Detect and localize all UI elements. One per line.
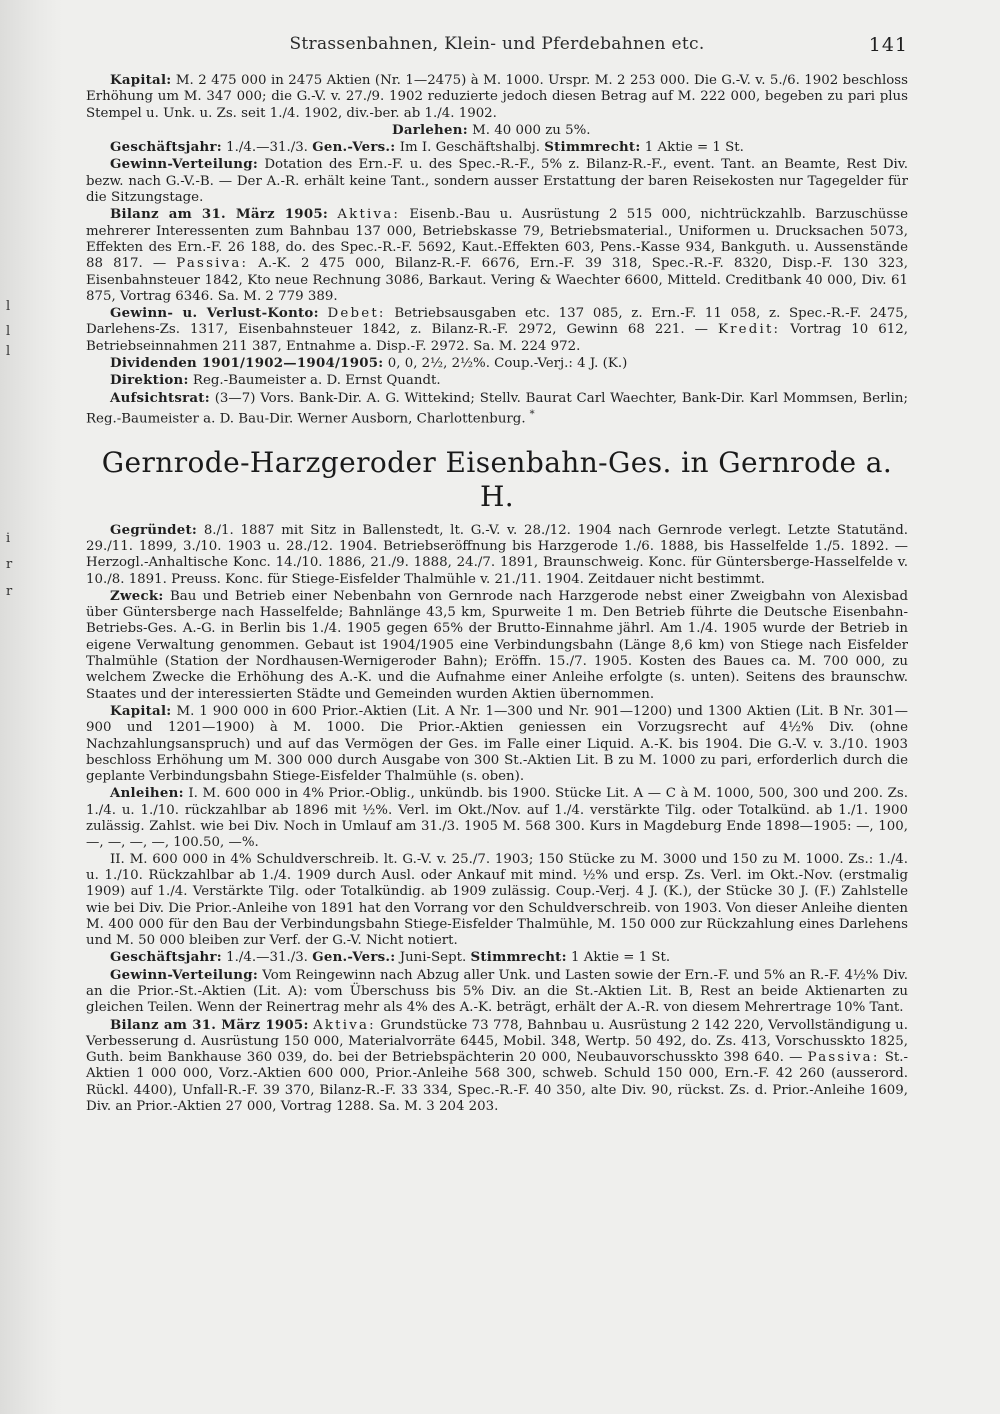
fiscal-year-paragraph [86, 139, 908, 156]
fiscal-year-paragraph-2 [86, 949, 908, 966]
liabilities-label-2: Passiva: [807, 1050, 880, 1066]
footnote-asterisk: * [529, 408, 535, 420]
directors-text: Reg.-Baumeister a. D. Ernst Quandt. [192, 373, 441, 389]
purpose-label: Zweck: [110, 587, 164, 604]
assets-text-2: Grundstücke 73 778, Bahnbau u. Ausrüstung 2 142 220, Vervollständigung u. Verbesserung d. Ausrüstung 150 000, Materialvorräte 6445, Mobil. 348, Wertp. 50 492, do. Zs. 413, Vorschusskto 1825, Guth. beim Bankhause 360 039, do. bei der Betriebspächterin 20 000, Neubauvorschusskto 398 640. — [86, 1017, 908, 1066]
capital-text-2: M. 1 900 000 in 600 Prior.-Aktien (Lit. A Nr. 1—300 und Nr. 901—1200) und 1300 Aktien (Lit. B Nr. 301—900 und 1201—1900) à M. 1000. Die Prior.-Aktien geniessen ein Vorzugsrecht auf 4½% Div. (ohne Nachzahlungsanspruch) und auf das Vermögen der Ges. im Falle einer Liquid. A.-K. bis 1904. Die G.-V. v. 3./10. 1903 beschloss Erhöhung um M. 300 000 durch Ausgabe von 300 St.-Aktien Lit. B zu M. 1000 zu pari, erforderlich durch die geplante Verbindungsbahn Stiege-Eisfelder Thalmühle (s. oben). [86, 703, 908, 785]
page-number: 141 [868, 34, 908, 56]
margin-mark: l [6, 324, 11, 339]
company-title: Gernrode-Harzgeroder Eisenbahn-Ges. in Gernrode a. H. [101, 445, 893, 513]
voting-right-text: 1 Aktie = 1 St. [644, 140, 744, 156]
capital-label: Kapital: [110, 72, 172, 88]
purpose-text: Bau und Betrieb einer Nebenbahn von Gernrode nach Harzgerode nebst einer Zweigbahn von Alexisbad über Güntersberge nach Hasselfelde; Bahnlänge 43,5 km, Spurweite 1 m. Den Betrieb führte die Deutsche Eisenbahn-Betriebs-Ges. A.-G. in Berlin bis 1./4. 1905 gegen 65% der Brutto-Einnahme jährl. Am 1./4. 1905 wurde der Betrieb in eigene Verwaltung genommen. Gebaut ist 1904/1905 eine Verbindungsbahn (Länge 8,6 km) von Stiege nach Eisfelder Thalmühle (Station der Nordhausen-Wernigeroder Bahn); Eröffn. 15./7. 1905. Kosten des Baues ca. M. 700 000, zu welchem Zwecke die Erhöhung des A.-K. und die Aufnahme einer Anleihe erfolgte (s. unten). Seitens des braunschw. Staates und der interessierten Städte und Gemeinden wurden Aktien übernommen. [86, 588, 908, 702]
credit-text: Vortrag 10 612, Betriebseinnahmen 211 387, Entnahme a. Disp.-F. 2972. Sa. M. 224 972. [86, 322, 908, 354]
balance-label: Bilanz am 31. März 1905: [110, 206, 329, 223]
profit-loss-label: Gewinn- u. Verlust-Konto: [110, 305, 319, 322]
liabilities-text-2: St.-Aktien 1 000 000, Vorz.-Aktien 600 000, Prior.-Anleihe 568 300, schweb. Schuld 150 000, Ern.-F. 42 260 (ausserord. Rückl. 4400), Unfall-R.-F. 39 370, Bilanz-R.-F. 33 334, Spec.-R.-F. 40 350, alte Div. 90, rückst. Zs. d. Prior.-Anleihe 1609, Div. an Prior.-Aktien 27 000, Vortrag 1288. Sa. M. 3 204 203. [86, 1050, 908, 1115]
running-title: Strassenbahnen, Klein- und Pferdebahnen etc. [289, 34, 705, 54]
assets-label: Aktiva: [337, 207, 401, 223]
margin-mark: r [6, 557, 13, 572]
voting-right-label: Stimmrecht: [544, 139, 641, 156]
bonds-ii-text: II. M. 600 000 in 4% Schuldverschreib. lt. G.-V. v. 25./7. 1903; 150 Stücke zu M. 3000 und 150 zu M. 1000. Zs.: 1./4. u. 1./10. Rückzahlbar ab 1./4. 1909 durch Ausl. oder Ankauf mit mind. ½% und ersp. Zs. Verl. im Okt.-Nov. (erstmalig 1909) auf 1./4. Verstärkte Tilg. oder Totalkündig. ab 1909 zulässig. Coup.-Verj. 4 J. (K.), der Stücke 30 J. (F.) Zahlstelle wie bei Div. Die Prior.-Anleihe von 1891 hat den Vorrang vor den Schuldverschreib. von 1903. Von dieser Anleihe dienten M. 400 000 für den Bau der Verbindungsbahn Stiege-Eisfelder Thalmühle, M. 150 000 zur Rückzahlung eines Darlehens und M. 50 000 bleiben zur Verf. der G.-V. Nicht notiert. [86, 851, 908, 949]
capital-paragraph [86, 72, 908, 122]
profit-distribution-label-2: Gewinn-Verteilung: [110, 966, 259, 983]
founded-text: 8./1. 1887 mit Sitz in Ballenstedt, lt. G.-V. v. 28./12. 1904 nach Gernrode verlegt. Letzte Statutänd. 29./11. 1899, 3./10. 1903 u. 28./12. 1904. Betriebseröffnung bis Harzgerode 1./6. 1888, bis Hasselfelde 1./5. 1892. — Herzogl.-Anhaltische Konc. 14./10. 1886, 21./9. 1888, 24./7. 1891, Braunschweig. Konc. für Güntersberge-Hasselfelde v. 10./8. 1891. Preuss. Konc. für Stiege-Eisfelder Thalmühle v. 21./11. 1904. Zeitdauer nicht bestimmt. [86, 522, 908, 587]
profit-distribution-paragraph-2 [86, 967, 908, 1017]
profit-distribution-text: Dotation des Ern.-F. u. des Spec.-R.-F., 5% z. Bilanz-R.-F., event. Tant. an Beamte, Rest Div. bezw. nach G.-V.-B. — Der A.-R. erhält keine Tant., sondern ausser Erstattung der baren Reisekosten nur Tagegelder für die Sitzungstage. [86, 157, 908, 206]
margin-mark: r [6, 584, 13, 599]
page-gutter-shadow [0, 0, 62, 1414]
credit-label: Kredit: [717, 322, 781, 338]
directors-paragraph [86, 372, 908, 389]
founded-paragraph [86, 522, 908, 588]
liabilities-text: A.-K. 2 475 000, Bilanz-R.-F. 6676, Ern.-F. 39 318, Spec.-R.-F. 8320, Disp.-F. 130 323, Eisenbahnsteuer 1842, Kto neue Rechnung 3086, Barkaut. Vering & Waechter 6600, Mitteld. Creditbank 40 000, Div. 61 875, Vortrag 6346. Sa. M. 2 779 389. [86, 256, 908, 304]
loan-text: M. 40 000 zu 5%. [472, 122, 591, 138]
assets-text: Eisenb.-Bau u. Ausrüstung 2 515 000, nichtrückzahlb. Barzuschüsse mehrerer Interessenten zum Bahnbau 137 000, Betriebskasse 79, Betriebsmaterial., Uniformen u. Drucksachen 5073, Effekten des Ern.-F. 26 188, do. des Spec.-R.-F. 5692, Kaut.-Effekten 603, Pens.-Kasse 934, Bankguth. u. Aussenstände 88 817. — [86, 207, 908, 272]
debit-label: Debet: [327, 306, 386, 322]
directors-label: Direktion: [110, 372, 189, 389]
margin-mark: l [6, 344, 11, 359]
bonds-text: I. M. 600 000 in 4% Prior.-Oblig., unkündb. bis 1900. Stücke Lit. A — C à M. 1000, 500, 300 und 200. Zs. 1./4. u. 1./10. rückzahlbar ab 1896 mit ½%. Verl. im Okt./Nov. auf 1./4. verstärkte Tilg. oder Totalkünd. ab 1./1. 1900 zulässig. Zahlst. wie bei Div. Noch in Umlauf am 31./3. 1905 M. 568 300. Kurs in Magdeburg Ende 1898—1905: —, 100, —, —, —, —, 100.50, —%. [86, 786, 908, 851]
general-meeting-text-2: Juni-Sept. [399, 950, 467, 966]
supervisory-board-text: (3—7) Vors. Bank-Dir. A. G. Wittekind; Stellv. Baurat Carl Waechter, Bank-Dir. Karl Mommsen, Berlin; Reg.-Baumeister a. D. Bau-Dir. Werner Ausborn, Charlottenburg. [86, 390, 908, 427]
profit-distribution-label: Gewinn-Verteilung: [110, 156, 259, 173]
supervisory-board-label: Aufsichtsrat: [110, 389, 210, 406]
dividends-paragraph [86, 355, 908, 372]
balance-label-2: Bilanz am 31. März 1905: [110, 1016, 309, 1033]
profit-loss-paragraph [86, 305, 908, 355]
bonds-label: Anleihen: [110, 785, 184, 802]
bonds-paragraph [86, 785, 908, 851]
balance-paragraph [86, 206, 908, 305]
supervisory-board-paragraph [86, 390, 908, 428]
general-meeting-label-2: Gen.-Vers.: [312, 949, 396, 966]
founded-label: Gegründet: [110, 521, 198, 538]
purpose-paragraph [86, 588, 908, 703]
margin-mark: i [6, 531, 11, 546]
assets-label-2: Aktiva: [313, 1017, 376, 1033]
document-page [86, 34, 908, 1115]
debit-text: Betriebsausgaben etc. 137 085, z. Ern.-F. 11 058, z. Spec.-R.-F. 2475, Darlehens-Zs. 1317, Eisenbahnsteuer 1842, z. Bilanz-R.-F. 2972, Gewinn 68 221. — [86, 306, 908, 338]
fiscal-year-label: Geschäftsjahr: [110, 139, 222, 156]
fiscal-year-text: 1./4.—31./3. [226, 140, 308, 156]
voting-right-label-2: Stimmrecht: [470, 949, 567, 966]
general-meeting-text: Im I. Geschäftshalbj. [399, 140, 540, 156]
fiscal-year-text-2: 1./4.—31./3. [226, 950, 308, 966]
capital-label-2: Kapital: [110, 702, 172, 719]
fiscal-year-label-2: Geschäftsjahr: [110, 949, 222, 966]
dividends-text: 0, 0, 2½, 2½%. Coup.-Verj.: 4 J. (K.) [387, 356, 628, 372]
profit-distribution-text-2: Vom Reingewinn nach Abzug aller Unk. und Lasten sowie der Ern.-F. und 5% an R.-F. 4½% Div. an die Prior.-St.-Aktien (Lit. A): vom Überschuss bis 5% Div. an die St.-Aktien Lit. B, Rest an beide Aktienarten zu gleichen Teilen. Wenn der Reinertrag mehr als 4% des A.-K. beträgt, erhält der A.-R. von diesem Mehrertrage 10% Tant. [86, 967, 908, 1016]
capital-paragraph-2 [86, 703, 908, 785]
balance-paragraph-2 [86, 1017, 908, 1116]
profit-distribution-paragraph [86, 156, 908, 206]
dividends-label: Dividenden 1901/1902—1904/1905: [110, 355, 384, 372]
loan-label: Darlehen: [392, 121, 468, 138]
liabilities-label: Passiva: [176, 256, 249, 272]
capital-text: M. 2 475 000 in 2475 Aktien (Nr. 1—2475) à M. 1000. Urspr. M. 2 253 000. Die G.-V. v. 5./6. 1902 beschloss Erhöhung um M. 347 000; die G.-V. v. 27./9. 1902 reduzierte jedoch diesen Betrag auf M. 222 000, begeben zu pari plus Stempel u. Unk. u. Zs. seit 1./4. 1902, div.-ber. ab 1./4. 1902. [86, 73, 908, 121]
voting-right-text-2: 1 Aktie = 1 St. [571, 950, 671, 966]
loan-paragraph [86, 122, 908, 139]
bonds-ii-paragraph [86, 852, 908, 950]
margin-mark: l [6, 299, 11, 314]
general-meeting-label: Gen.-Vers.: [312, 139, 396, 156]
running-head [86, 34, 908, 72]
